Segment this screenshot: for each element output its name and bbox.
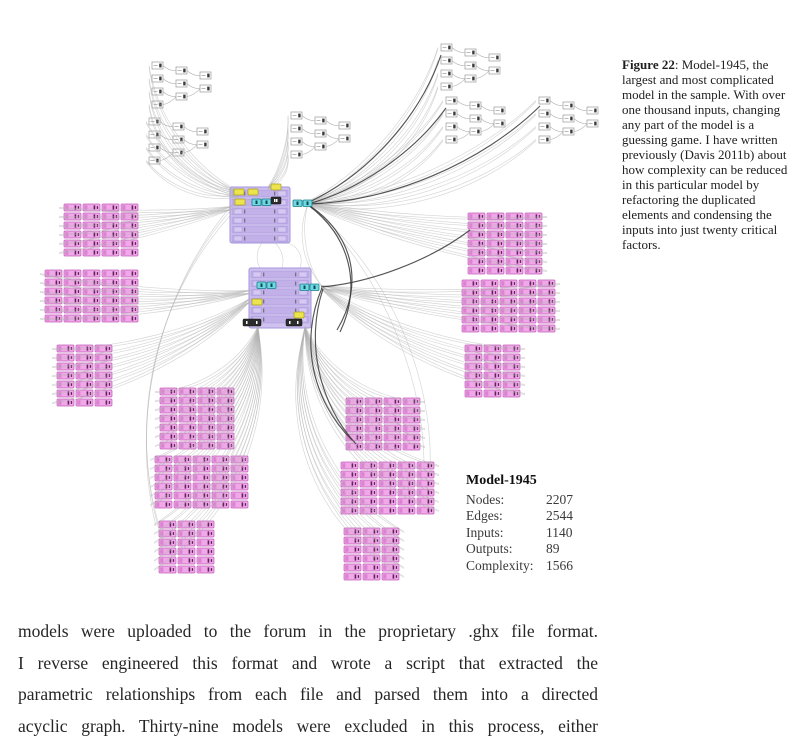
- input-node-cluster: [344, 528, 399, 580]
- stat-label: Complexity:: [466, 557, 534, 573]
- stat-label: Inputs:: [466, 524, 504, 540]
- body-line: parametric relationships from each file and parsed them into a directed: [18, 684, 598, 705]
- model-stats-title: Model-1945: [466, 473, 537, 488]
- model-stats: [466, 473, 573, 574]
- stat-label: Edges:: [466, 508, 503, 523]
- stat-row-outputs: [466, 541, 573, 558]
- stat-row-nodes: [466, 492, 573, 509]
- component-node-cluster: [539, 97, 598, 143]
- stat-value: 89: [546, 541, 560, 556]
- stat-row-complexity: [466, 558, 573, 575]
- input-node-cluster: [159, 521, 214, 573]
- input-node-cluster: [64, 204, 138, 256]
- stat-value: 2207: [546, 491, 573, 507]
- stat-label: Outputs:: [466, 541, 513, 556]
- component-node-cluster: [441, 44, 500, 90]
- stat-value: 1566: [546, 557, 573, 573]
- figure-caption: [622, 57, 798, 252]
- input-node-cluster: [155, 456, 248, 508]
- body-paragraph: [18, 616, 598, 742]
- figure-caption-label: Figure 22: [622, 57, 675, 72]
- stat-label: Nodes:: [466, 491, 505, 507]
- stat-row-edges: [466, 508, 573, 525]
- stat-row-inputs: [466, 525, 573, 542]
- body-line: I reverse engineered this format and wrote a script that extracted the: [18, 652, 598, 673]
- body-line: models were uploaded to the forum in the proprietary .ghx file format.: [18, 621, 598, 641]
- input-node-cluster: [465, 345, 520, 397]
- input-node-cluster: [45, 270, 138, 322]
- component-node-cluster: [152, 62, 211, 108]
- figure-caption-text: : Model-1945, the largest and most complicated model in the sample. With over one thousand inputs, changing any part of the model is a guessing game. I have written previously (Davis 2011b) about how complexity can be reduced in this particular model by refactoring the duplicated elements and condensing the inputs into just twenty critical factors.: [622, 57, 788, 252]
- component-node-cluster: [291, 112, 350, 158]
- input-node-cluster: [468, 213, 542, 274]
- stat-value: 2544: [546, 508, 573, 523]
- stat-value: 1140: [546, 524, 573, 540]
- body-line: acyclic graph. Thirty-nine models were excluded in this process, either: [18, 715, 598, 736]
